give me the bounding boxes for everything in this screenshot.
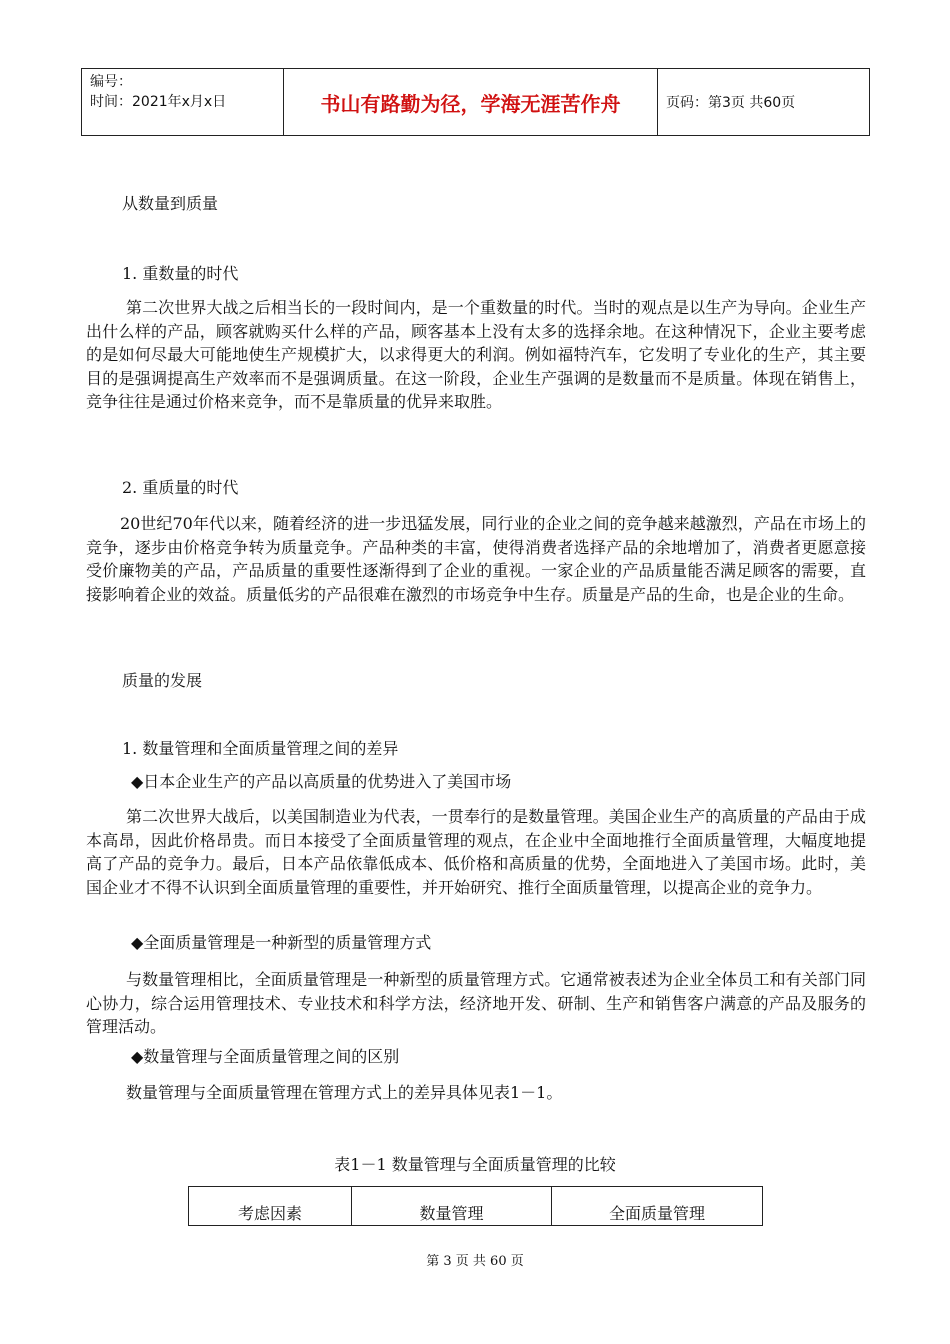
table-header-tqm: 全面质量管理 <box>552 1187 763 1226</box>
section-title-quantity-to-quality: 从数量到质量 <box>122 194 219 213</box>
table-header-row <box>189 1187 763 1226</box>
comparison-table <box>188 1186 763 1226</box>
subsection-quantity-era: 1. 重数量的时代 <box>122 264 239 283</box>
header-meta <box>82 69 284 135</box>
bullet-japan-market: ◆日本企业生产的产品以高质量的优势进入了美国市场 <box>131 772 512 791</box>
paragraph-quality-era: 20世纪70年代以来，随着经济的进一步迅猛发展，同行业的企业之间的竞争越来越激烈，产品在市场上的竞争，逐步由价格竞争转为质量竞争。产品种类的丰富，使得消费者选择产品的余地增加了，消费者更愿意接受价廉物美的产品，产品质量的重要性逐渐得到了企业的重视。一家企业的产品质量能否满足顾客的需要，直接影响着企业的效益。质量低劣的产品很难在激烈的市场竞争中生存。质量是产品的生命，也是企业的生命。 <box>86 514 866 604</box>
document-time-label: 时间：2021年x月x日 <box>90 94 227 110</box>
paragraph-japan-market: 第二次世界大战后，以美国制造业为代表，一贯奉行的是数量管理。美国企业生产的高质量的产品由于成本高昂，因此价格昂贵。而日本接受了全面质量管理的观点，在企业中全面地推行全面质量管理，大幅度地提高了产品的竞争力。最后，日本产品依靠低成本、低价格和高质量的优势，全面地进入了美国市场。此时，美国企业才不得不认识到全面质量管理的重要性，并开始研究、推行全面质量管理，以提高企业的竞争力。 <box>86 807 866 897</box>
section-title-quality-development: 质量的发展 <box>122 671 203 690</box>
page-header <box>81 68 870 136</box>
bullet-management-distinction: ◆数量管理与全面质量管理之间的区别 <box>131 1047 400 1066</box>
subsection-quality-era: 2. 重质量的时代 <box>122 478 239 497</box>
subsection-management-difference: 1. 数量管理和全面质量管理之间的差异 <box>122 739 399 758</box>
bullet-tqm-new-mode: ◆全面质量管理是一种新型的质量管理方式 <box>131 933 432 952</box>
paragraph-quantity-era: 第二次世界大战之后相当长的一段时间内，是一个重数量的时代。当时的观点是以生产为导向。企业生产出什么样的产品，顾客就购买什么样的产品，顾客基本上没有太多的选择余地。在这种情况下，企业主要考虑的是如何尽最大可能地使生产规模扩大，以求得更大的利润。例如福特汽车，它发明了专业化的生产，其主要目的是强调提高生产效率而不是强调质量。在这一阶段，企业生产强调的是数量而不是质量。体现在销售上，竞争往往是通过价格来竞争，而不是靠质量的优异来取胜。 <box>86 298 866 411</box>
table-header-quantity-management: 数量管理 <box>352 1187 552 1226</box>
paragraph-table-reference: 数量管理与全面质量管理在管理方式上的差异具体见表1－1。 <box>126 1083 563 1102</box>
paragraph-tqm-new-mode: 与数量管理相比，全面质量管理是一种新型的质量管理方式。它通常被表述为企业全体员工和有关部门同心协力，综合运用管理技术、专业技术和科学方法，经济地开发、研制、生产和销售客户满意的产品及服务的管理活动。 <box>86 970 866 1036</box>
page-footer: 第 3 页 共 60 页 <box>426 1254 524 1269</box>
table-caption: 表1－1 数量管理与全面质量管理的比较 <box>334 1155 616 1174</box>
header-motto: 书山有路勤为径，学海无涯苦作舟 <box>284 69 658 135</box>
document-number-label: 编号： <box>90 74 132 90</box>
table-header-factor: 考虑因素 <box>189 1187 352 1226</box>
header-page-info: 页码：第3页 共60页 <box>666 95 796 111</box>
